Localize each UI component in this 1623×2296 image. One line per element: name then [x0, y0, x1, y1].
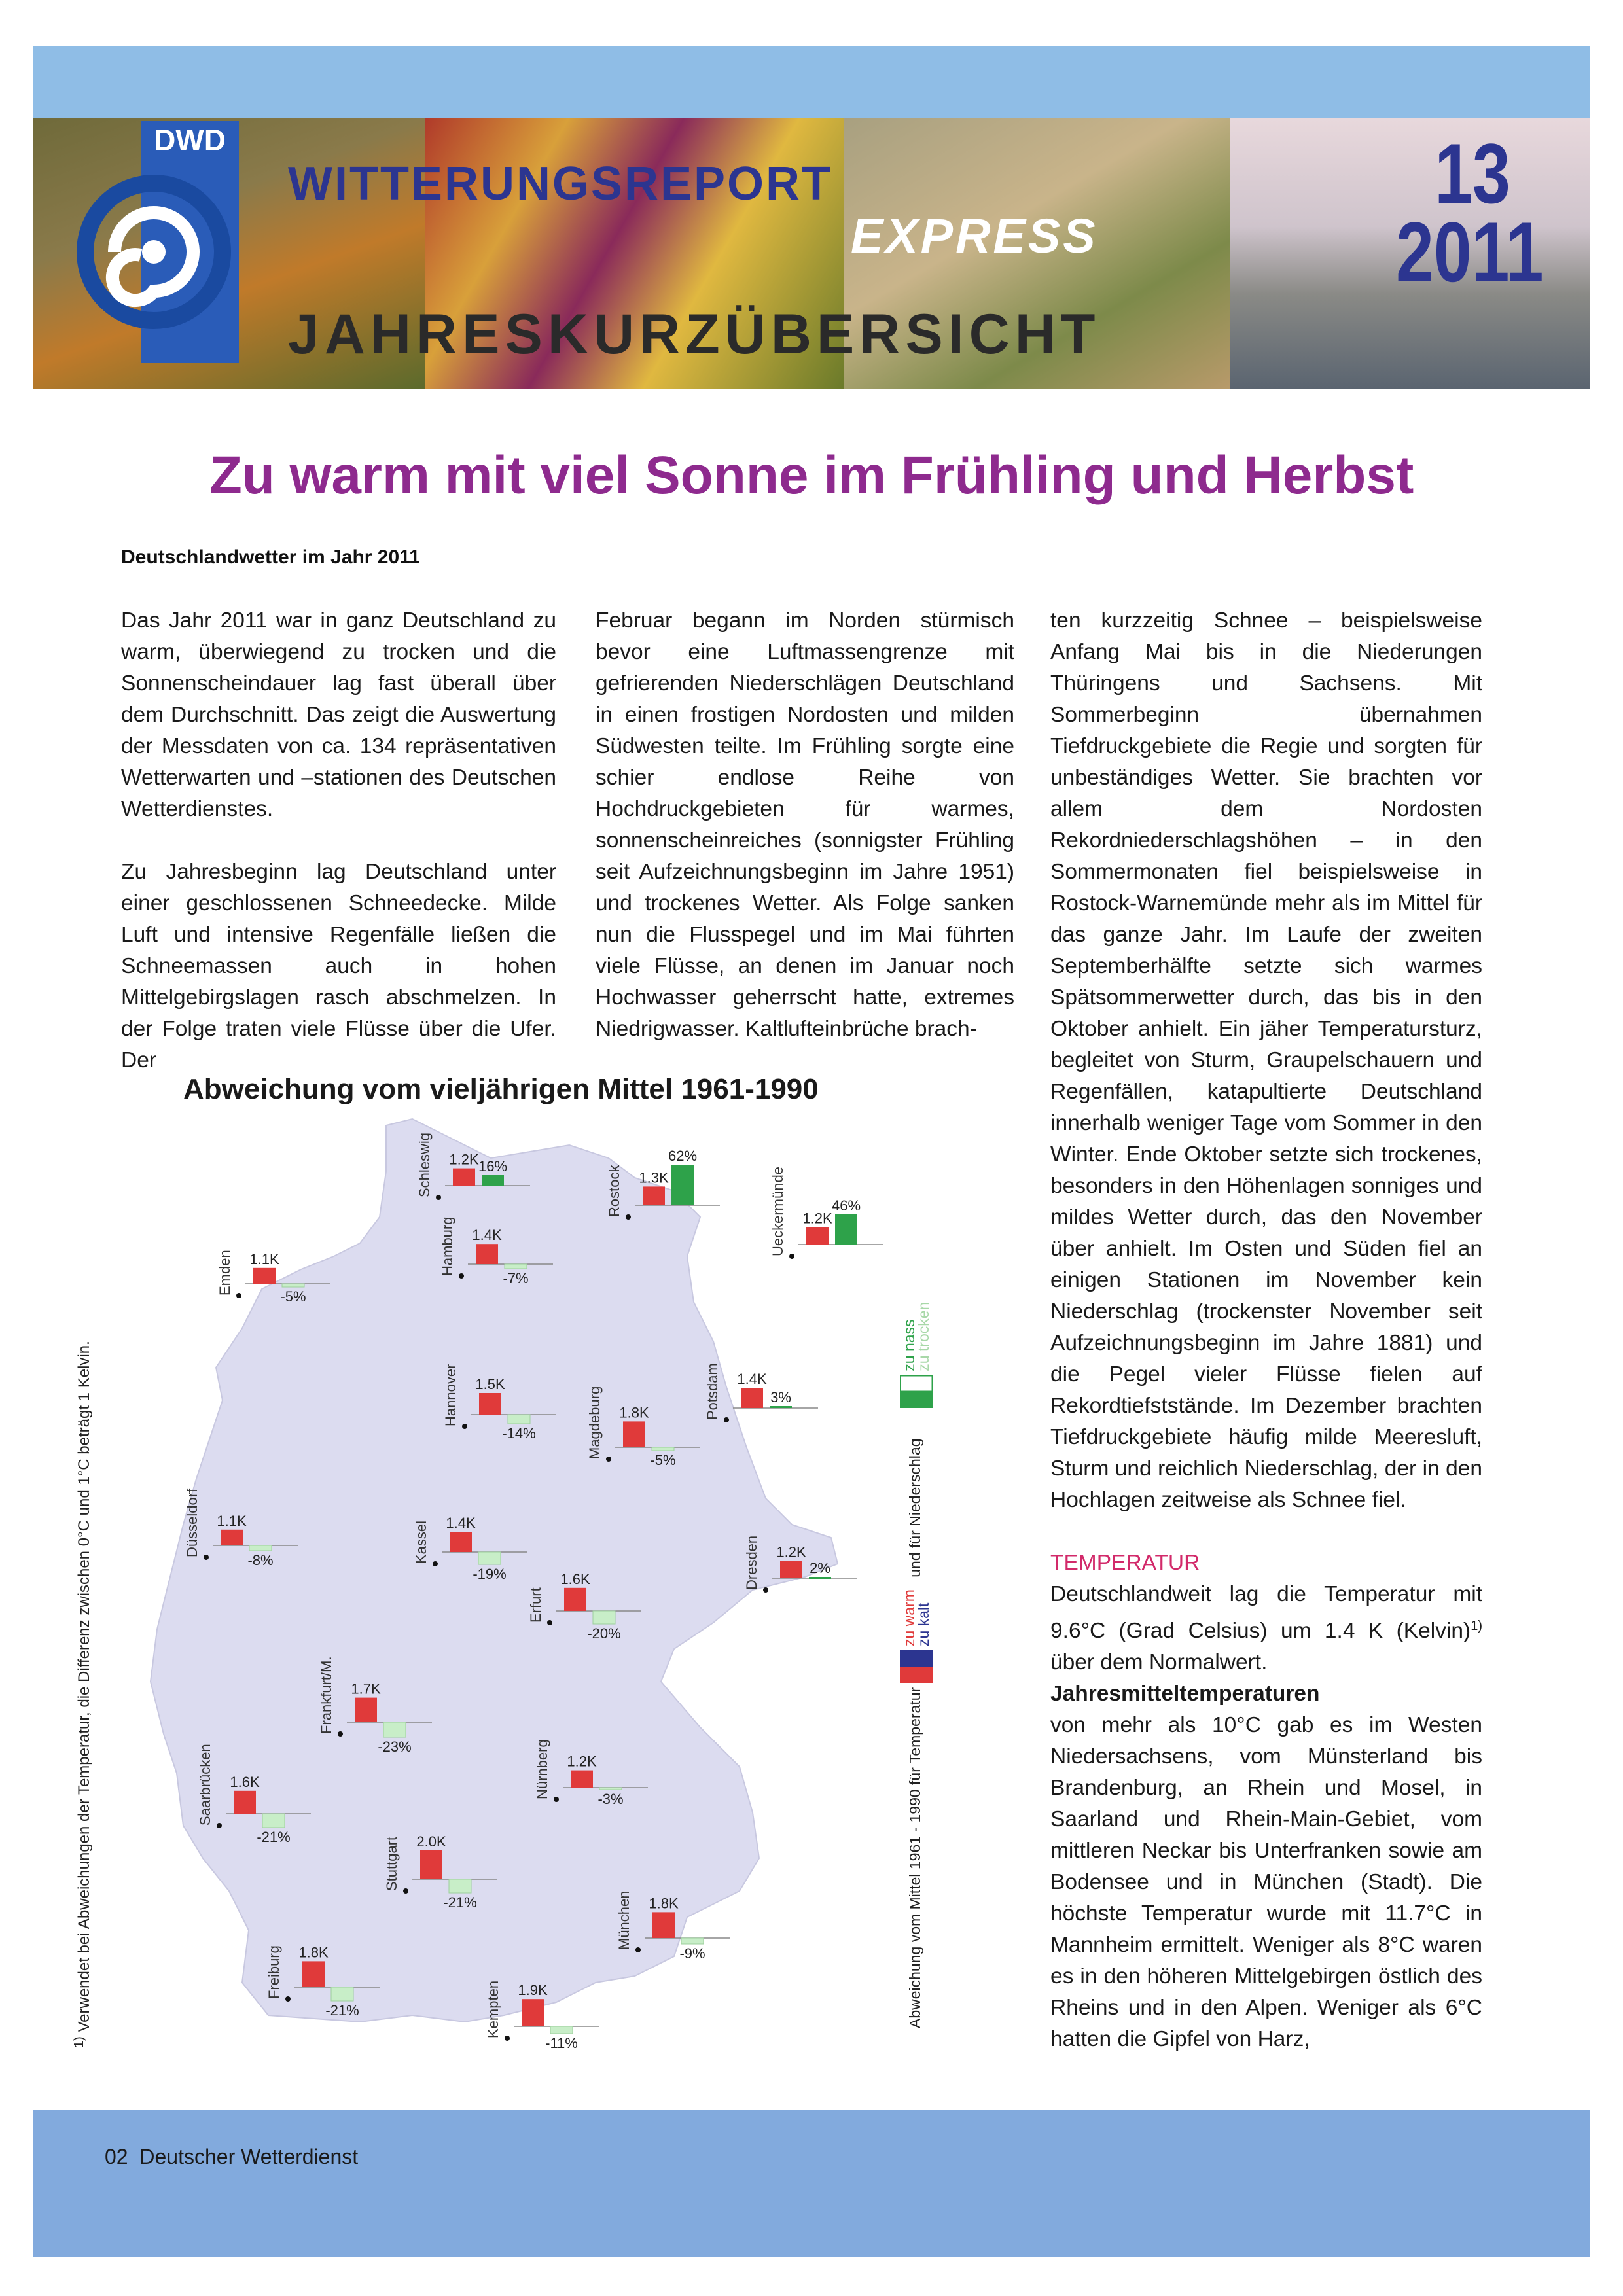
- station-name: Rostock: [606, 1165, 622, 1217]
- temp-text: Deutschlandweit lag die Temperatur mit 9.6°C (Grad Celsius) um 1.4 K (Kelvin): [1050, 1582, 1482, 1644]
- map-legend: [900, 1302, 933, 2028]
- footnote-number: 1): [72, 2036, 86, 2048]
- station-dot: [789, 1254, 794, 1259]
- legend-precip-swatch: [900, 1375, 933, 1408]
- paragraph: Das Jahr 2011 war in ganz Deutschland zu warm, überwiegend zu trocken und die Sonnenscheindauer lag fast überall über dem Durchschnitt. Das zeigt die Auswertung der Messdaten von ca. 134 repräsentativen Wetterwarten und –stationen des Deutschen Wetterdienstes.: [121, 609, 556, 821]
- precip-bar: [482, 1175, 504, 1186]
- temp-label: 1.5K: [475, 1376, 505, 1392]
- bold-heading: Jahresmitteltemperaturen: [1050, 1682, 1320, 1706]
- footnote-ref: 1): [1471, 1619, 1482, 1633]
- temp-text-end: über dem Normalwert.: [1050, 1650, 1268, 1675]
- precip-label: -3%: [597, 1791, 624, 1807]
- precip-label: -5%: [280, 1288, 306, 1305]
- temp-bar: [643, 1186, 665, 1205]
- temp-bar: [355, 1698, 377, 1722]
- station-dot: [436, 1195, 441, 1200]
- issue-number: 13: [1435, 126, 1510, 221]
- germany-deviation-map: [98, 1106, 916, 2100]
- temp-bar: [221, 1530, 243, 1545]
- station-dot: [547, 1620, 552, 1625]
- temp-label: 1.2K: [776, 1544, 806, 1561]
- station-name: München: [616, 1890, 632, 1950]
- temp-bar: [453, 1169, 475, 1186]
- station-dot: [338, 1731, 343, 1737]
- top-color-band: [33, 46, 1590, 118]
- text-column-1: [121, 605, 556, 1108]
- report-express: EXPRESS: [851, 209, 1098, 263]
- station-name: Kassel: [413, 1520, 429, 1564]
- station-dot: [204, 1555, 209, 1560]
- text-column-3: [1050, 605, 1482, 2055]
- precip-bar: [835, 1214, 857, 1245]
- station-dot: [626, 1214, 631, 1220]
- footer: [105, 2145, 358, 2169]
- precip-label: 16%: [478, 1158, 508, 1174]
- legend-temp-swatch: [900, 1650, 933, 1683]
- temp-label: 1.3K: [639, 1169, 669, 1186]
- precip-bar: [681, 1938, 704, 1944]
- paragraph: [1050, 1579, 1482, 1678]
- temp-label: 1.4K: [737, 1371, 767, 1388]
- precip-label: -19%: [473, 1566, 507, 1582]
- precip-bar: [249, 1545, 272, 1551]
- temp-bar: [450, 1532, 472, 1552]
- precip-bar: [550, 2026, 573, 2034]
- footnote-text: Verwendet bei Abweichungen der Temperatur, die Differenz zwischen 0°C und 1°C beträgt 1 Kelvin.: [75, 1341, 93, 2032]
- precip-bar: [383, 1722, 406, 1737]
- temp-label: 1.8K: [298, 1944, 329, 1961]
- temp-bar: [522, 1999, 544, 2026]
- legend-warm: zu warm: [901, 1589, 918, 1647]
- temp-label: 1.1K: [249, 1250, 279, 1267]
- temp-label: 1.9K: [518, 1982, 548, 1999]
- station-dot: [217, 1823, 222, 1828]
- temp-label: 1.4K: [472, 1227, 502, 1244]
- page-number: 02: [105, 2145, 128, 2168]
- temp-bar: [623, 1421, 645, 1447]
- precip-bar: [449, 1879, 471, 1893]
- station-dot: [763, 1587, 768, 1593]
- precip-label: 2%: [810, 1560, 830, 1576]
- map-title: Abweichung vom vieljährigen Mittel 1961-1990: [183, 1073, 819, 1105]
- station-name: Potsdam: [704, 1363, 721, 1420]
- temp-bar: [806, 1227, 829, 1245]
- station-name: Ueckermünde: [770, 1167, 786, 1256]
- station-dot: [285, 1996, 291, 2002]
- station-name: Freiburg: [266, 1945, 282, 1999]
- station-name: Hamburg: [439, 1216, 455, 1276]
- temp-bar: [564, 1588, 586, 1611]
- page-headline: Zu warm mit viel Sonne im Frühling und Herbst: [209, 446, 1414, 505]
- station-dot: [724, 1417, 729, 1422]
- precip-label: -21%: [443, 1894, 477, 1911]
- map-footnote: [72, 1341, 94, 2048]
- precip-label: -8%: [247, 1552, 274, 1568]
- precip-bar: [478, 1552, 501, 1564]
- report-title: WITTERUNGSREPORT: [288, 158, 832, 210]
- temp-label: 1.8K: [649, 1895, 679, 1912]
- temp-bar: [652, 1912, 675, 1938]
- temp-label: 1.2K: [802, 1210, 832, 1227]
- station-name: Schleswig: [416, 1132, 433, 1197]
- precip-label: -5%: [650, 1452, 676, 1468]
- station-dot: [433, 1561, 438, 1566]
- precip-label: -9%: [679, 1945, 705, 1962]
- temp-label: 1.6K: [560, 1570, 590, 1587]
- station-name: Nürnberg: [534, 1739, 550, 1799]
- station-dot: [459, 1273, 464, 1279]
- temp-bar: [302, 1961, 325, 1987]
- temp-bar: [253, 1268, 276, 1284]
- temp-label: 1.2K: [567, 1753, 597, 1770]
- temp-label: 1.7K: [351, 1680, 381, 1697]
- temp-bar: [476, 1244, 498, 1264]
- precip-label: -7%: [503, 1270, 529, 1286]
- station-name: Hannover: [442, 1364, 459, 1426]
- station-dot: [236, 1293, 241, 1298]
- precip-bar: [282, 1284, 304, 1287]
- legend-cold: zu kalt: [915, 1602, 932, 1647]
- report-subtitle: JAHRESKURZÜBERSICHT: [288, 303, 1101, 366]
- logo-text: DWD: [154, 123, 226, 157]
- station-dot: [554, 1797, 559, 1802]
- station-dot: [606, 1457, 611, 1462]
- station-dot: [462, 1424, 467, 1429]
- precip-label: -14%: [502, 1425, 536, 1441]
- legend-label-temp: Abweichung vom Mittel 1961 - 1990 für Temperatur: [906, 1687, 924, 2028]
- footer-org: Deutscher Wetterdienst: [139, 2145, 359, 2168]
- precip-label: -21%: [257, 1829, 291, 1845]
- dwd-logo: [75, 121, 252, 363]
- temp-bar: [780, 1561, 802, 1578]
- precip-label: -11%: [545, 2035, 578, 2051]
- paragraph: ten kurzzeitig Schnee – beispielsweise Anfang Mai bis in die Niederungen Thüringens und Sachsens. Mit Sommerbeginn übernahmen Tiefdruckgebiete die Regie und sorgten für unbeständiges Wetter. Sie brachten vor allem dem Nordosten Rekordniederschlagshöhen – in den Sommermonaten fiel beispielsweise in Rostock-Warnemünde mehr als im Mittel für das ganze Jahr. Im Laufe der zweiten Septemberhälfte setzte sich warmes Spätsommerwetter durch, das bis in den Oktober anhielt. Ein jäher Temperatursturz, begleitet von Sturm, Graupelschauern und Regenfällen, katapultierte Deutschland innerhalb weniger Tage vom Sommer in den Winter. Ende Oktober setzte sich trockenes, besonders in den Höhenlagen sonniges und mildes Wetter durch, das den November über anhielt. Im Osten und Süden fiel an einigen Stationen im November kein Niederschlag (trockenster November seit Aufzeichnungsbeginn im Jahre 1881) und die Pegel vieler Flüsse fielen auf Rekordtiefststände. Im Dezember brachten Tiefdruckgebiete häufig milde Meeresluft, Sturm und reichlich Niederschlag, der in den Hochlagen zeitweise als Schnee fiel.: [1050, 609, 1482, 1512]
- precip-bar: [331, 1987, 353, 2001]
- precip-bar: [262, 1814, 285, 1828]
- footer-band: [33, 2110, 1590, 2257]
- temp-bar: [420, 1850, 442, 1879]
- precip-bar: [505, 1264, 527, 1269]
- temp-label: 1.8K: [619, 1404, 649, 1421]
- precip-label: 3%: [770, 1389, 791, 1405]
- station-name: Kempten: [485, 1980, 501, 2038]
- precip-bar: [671, 1165, 694, 1205]
- station-name: Stuttgart: [383, 1836, 400, 1891]
- temp-label: 1.2K: [449, 1151, 479, 1168]
- paragraph: Februar begann im Norden stürmisch bevor eine Luftmassengrenze mit gefrierenden Niederschlägen Deutschland in einen frostigen Nordosten und milden Südwesten teilte. Im Frühling sorgte eine schier endlose Reihe von Hochdruckgebieten für warmes, sonnenscheinreiches (sonnigster Frühling seit Aufzeichnungsbeginn im Jahre 1951) und trockenes Wetter. Als Folge sanken nun die Flusspegel und im Mai führten viele Flüsse, an denen im Januar noch Hochwasser geherrscht hatte, extremes Niedrigwasser. Kaltlufteinbrüche brach-: [596, 609, 1014, 1041]
- paragraph: Zu Jahresbeginn lag Deutschland unter einer geschlossenen Schneedecke. Milde Luft und intensive Regenfälle ließen die Schneemassen auch in hohen Mittelgebirgslagen rasch abschmelzen. In der Folge traten viele Flüsse über die Ufer. Der: [121, 860, 556, 1072]
- station-dot: [635, 1947, 641, 1952]
- station-dot: [403, 1888, 408, 1894]
- precip-bar: [809, 1577, 831, 1579]
- station-name: Erfurt: [527, 1587, 544, 1623]
- legend-wet: zu nass: [901, 1319, 918, 1371]
- temp-bar: [571, 1771, 593, 1788]
- precip-bar: [770, 1406, 792, 1408]
- station-dot: [505, 2036, 510, 2041]
- temp-bar: [479, 1393, 501, 1415]
- paragraph: von mehr als 10°C gab es im Westen Niedersachsens, vom Münsterland bis Brandenburg, an Rhein und Mosel, in Saarland und Rhein-Main-Gebiet, vom mittleren Neckar bis Unterfranken sowie am Bodensee und in München (Stadt). Die höchste Temperatur wurde mit 11.7°C in Mannheim ermittelt. Weniger als 8°C waren es in den höheren Mittelgebirgen östlich des Rheins und in den Alpen. Weniger als 6°C hatten die Gipfel von Harz,: [1050, 1713, 1482, 2052]
- temp-label: 2.0K: [416, 1833, 446, 1850]
- station-name: Düsseldorf: [184, 1488, 200, 1557]
- issue-year: 2011: [1396, 204, 1544, 300]
- precip-label: 46%: [831, 1197, 861, 1214]
- section-title-temperatur: TEMPERATUR: [1050, 1551, 1200, 1575]
- station-name: Frankfurt/M.: [318, 1656, 334, 1734]
- section-subhead: Deutschlandwetter im Jahr 2011: [121, 546, 420, 568]
- precip-label: -23%: [378, 1739, 412, 1755]
- temp-bar: [234, 1791, 256, 1814]
- precip-bar: [652, 1447, 674, 1451]
- temp-label: 1.4K: [446, 1515, 476, 1532]
- precip-label: 62%: [668, 1148, 698, 1164]
- station-name: Dresden: [743, 1535, 760, 1590]
- precip-label: -20%: [587, 1625, 621, 1642]
- precip-bar: [508, 1415, 530, 1424]
- station-ueckerm-nde: [770, 1167, 883, 1259]
- legend-dry: zu trocken: [915, 1301, 932, 1371]
- precip-bar: [593, 1611, 615, 1624]
- temp-bar: [741, 1388, 763, 1408]
- station-name: Magdeburg: [586, 1386, 603, 1459]
- precip-bar: [599, 1788, 622, 1790]
- precip-label: -21%: [325, 2002, 359, 2019]
- temp-label: 1.6K: [230, 1773, 260, 1790]
- temp-label: 1.1K: [217, 1512, 247, 1529]
- text-column-2: [596, 605, 1014, 1076]
- station-name: Saarbrücken: [197, 1744, 213, 1826]
- legend-label-precip: und für Niederschlag: [906, 1438, 924, 1578]
- station-name: Emden: [217, 1250, 233, 1296]
